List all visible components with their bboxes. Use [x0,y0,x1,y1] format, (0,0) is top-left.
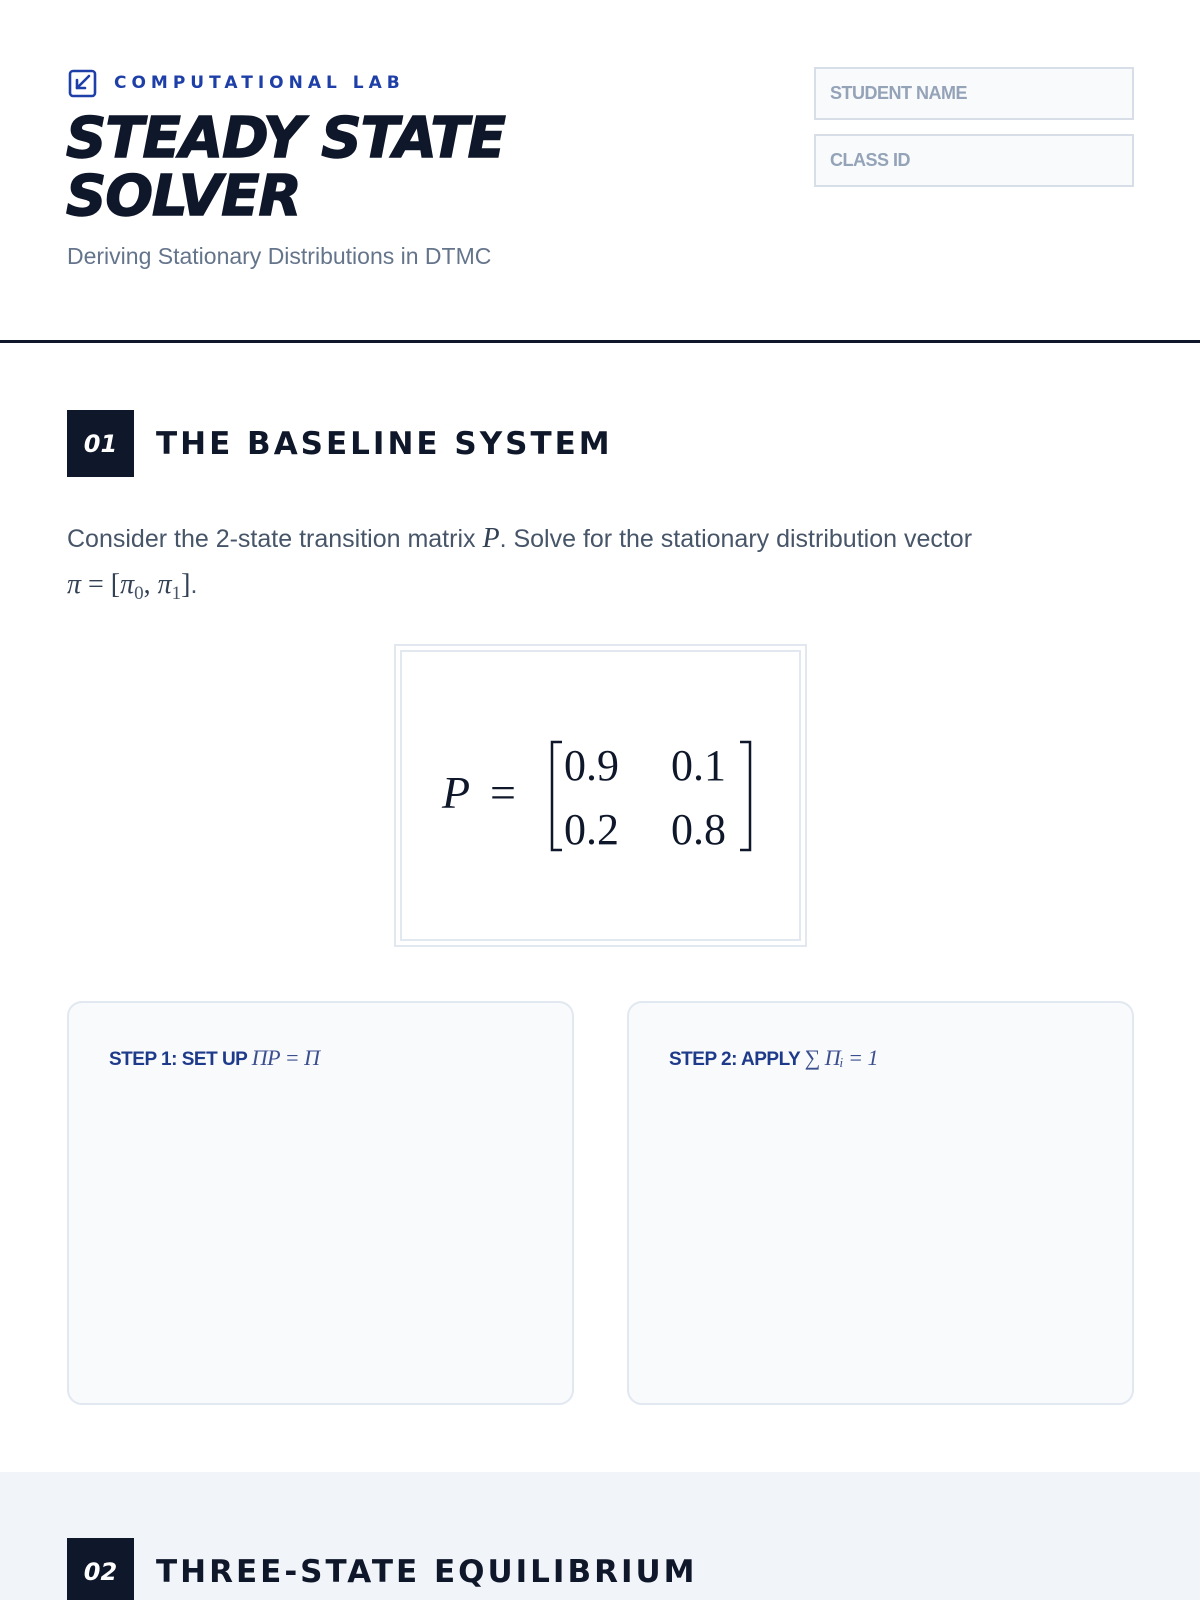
section-1-number: 01 [67,410,134,477]
step-2-label [669,1045,878,1071]
matrix-equals: = [490,767,516,818]
pi-vector-formula: $\pi = [\pi_0$, $\pi_1$]. [67,569,198,604]
brand-label: COMPUTATIONAL LAB [114,73,405,93]
matrix-lhs-symbol: P [442,767,471,818]
matrix-right-bracket [740,742,750,850]
step-2-label-text: STEP 2: APPLY [669,1049,800,1070]
section-1-title: THE BASELINE SYSTEM [156,425,613,462]
matrix-cell-1-0: 0.2 [564,805,619,854]
section-2-title: THREE-STATE EQUILIBRIUM [156,1553,698,1590]
intro-symbol-p: P [482,523,500,554]
step-1-formula: ΠP = Π [251,1045,320,1070]
transition-matrix-box [394,644,807,947]
page-header [0,0,1200,343]
step-1-card[interactable] [67,1001,574,1405]
section-2-number: 02 [67,1538,134,1600]
intro-text-mid: . Solve for the stationary distribution vector [499,525,973,553]
matrix-cell-0-1: 0.1 [671,741,726,790]
step-1-label-text: STEP 1: SET UP [109,1049,248,1070]
intro-text-start: Consider the 2-state transition matrix [67,525,483,553]
step-2-card[interactable] [627,1001,1134,1405]
transition-matrix-inner [400,650,801,941]
step-2-formula: ∑ Πᵢ = 1 [804,1045,878,1070]
transition-matrix [402,652,803,943]
page-title: STEADY STATE SOLVER [66,106,505,229]
section-1-heading [67,410,613,477]
section-2-heading [67,1538,698,1600]
step-1-label [109,1045,319,1071]
matrix-left-bracket [552,742,562,850]
page-subtitle: Deriving Stationary Distributions in DTMC [67,243,492,269]
brand [68,68,405,98]
matrix-cell-0-0: 0.9 [564,741,619,790]
matrix-cell-1-1: 0.8 [671,805,726,854]
section-1-intro [67,516,1157,616]
external-link-icon [68,68,98,98]
student-name-field-wrapper [814,67,1134,120]
class-id-field-wrapper [814,134,1134,187]
student-name-input[interactable] [816,69,1132,118]
class-id-input[interactable] [816,136,1132,185]
